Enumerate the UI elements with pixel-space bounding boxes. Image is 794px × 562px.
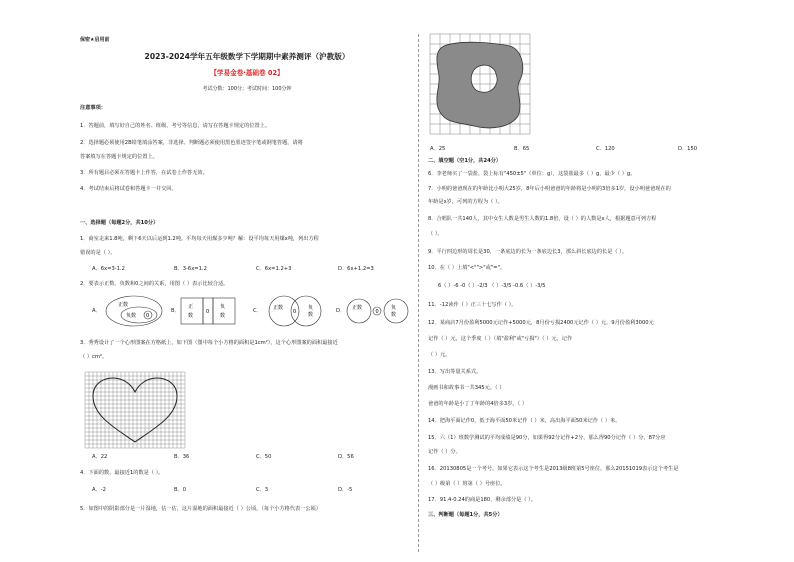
q13: 13．写出等量关系式。 [428,369,482,375]
note-2-cont: 答案填写在答题卡规定的位置上。 [80,154,158,160]
q2-label-b[interactable]: B． [171,308,180,314]
q4-option-d[interactable]: D．-5 [338,487,353,493]
q1-stem-cont: 错误的是（ ）。 [80,250,116,256]
q8: 8．合唱队一共140人，其中女生人数是男生人数的1.8倍，设（ ）的人数是x人，根据题意可列方程 [428,216,657,222]
note-4: 4．考试结束后将试卷和答题卡一并交回。 [80,186,177,192]
q1-option-d[interactable]: D．6x+1.2=3 [338,266,374,272]
venn-diagram-c [264,294,330,328]
q7-cont: 年龄是x岁，可列的方程为（ ）。 [428,199,503,205]
svg-text:负: 负 [308,305,314,311]
q12-cont: 记作（ ）元，这个季度（ ）（填"盈利"或"亏损"）（ ）元，记作 [428,336,573,342]
q3-stem: 3．秀秀设计了一个心形图案在方格纸上，如下图（图中每个小方格的面积是1cm²），这个心形图案的面积最接近 [80,340,338,346]
q5-option-b[interactable]: B．65 [514,146,530,152]
page-title: 2023-2024学年五年级数学下学期期中素养测评（沪教版） [144,52,350,61]
secret-label: 保密★启用前 [80,37,110,43]
q16: 16．20130805是一个考号，如果它表示这个考生是2013级8班第5号座位，那么20151019表示这个考生是 [428,466,679,472]
q17: 17．91.4-0.24的商是180，剩余部分是（ ）。 [428,497,536,503]
notes-heading: 注意事项： [80,105,106,111]
q1-option-c[interactable]: C．6x=1.2+3 [256,266,292,272]
q2-label-c[interactable]: C． [253,308,262,314]
svg-text:正数: 正数 [273,305,284,311]
svg-text:0: 0 [293,309,297,315]
box-diagram-b [180,297,246,325]
q1-option-b[interactable]: B．3-6x=1.2 [174,266,207,272]
q4-stem: 4．下面的数，最接近1的数是（ ）。 [80,470,164,476]
section2-heading: 二、填空题（空1分，共24分） [428,158,502,164]
diagram-a-negative-label: 负数 [126,313,137,319]
section1-heading: 一、选择题（每题2分，共10分） [80,220,159,226]
q2-stem: 2．要表示正数、负数和0之间的关系，用图（ ）表示比较合适。 [80,281,229,287]
note-3: 3．所有题目必须在答题卡上作答，在试卷上作答无效。 [80,170,208,176]
note-1: 1．答题前，填写好自己的姓名、班级、考号等信息，请写在答题卡规定的位置上。 [80,123,271,129]
section3-heading: 三、判断题（每题1分，共5分） [428,512,503,518]
svg-text:数: 数 [308,312,314,318]
q3-stem-cont: （ ）cm²。 [80,354,108,360]
heart-grid-figure [85,372,185,450]
diagram-a-zero-label: 0 [146,313,150,319]
q6: 6．李老师买了一袋盐，袋上标有"450±5"（单位：g），这袋盐最多（ ）g，最少（ ）g。 [428,171,636,177]
svg-text:0: 0 [375,309,379,315]
page-subtitle: 【学易金卷·基础卷 02】 [210,69,284,77]
diagram-a-positive-label: 正数 [118,302,129,308]
q12-cont-2: （ ）元。 [428,352,451,358]
q13-b: 爸爸的年龄是小丁丁年龄的4倍多3岁。（ ） [428,401,528,407]
svg-text:数: 数 [188,313,194,319]
q15-cont: 记作（ ）分。 [428,449,461,455]
q7: 7．小明的爸爸现在的年龄比小明大25岁，8年后小明爸爸的年龄将是小明的3倍多1岁，设小明爸爸现在的 [428,186,671,192]
column-divider [418,34,419,552]
q3-option-c[interactable]: C．50 [256,454,272,460]
svg-text:数: 数 [220,313,226,319]
q3-option-a[interactable]: A．22 [92,454,108,460]
svg-text:0: 0 [206,309,210,315]
svg-text:负: 负 [391,305,397,311]
q4-option-a[interactable]: A．-2 [92,487,106,493]
svg-text:正数: 正数 [352,305,363,311]
svg-text:正: 正 [188,304,194,310]
wetland-grid-figure [430,34,530,134]
q10-items: 6（ ）-6 -0（ ）-2/3 （ ）-3/5 -0.6（ ）-3/5 [438,283,546,289]
q2-label-a[interactable]: A． [92,308,101,314]
q16-cont: （ ）级第（ ）班第（ ）号座位。 [428,481,506,487]
heart-shape [93,378,177,442]
note-2: 2．选择题必须使用2B铅笔填涂答案，非选择、判断题必须使用黑色墨迹签字笔或钢笔答题，请将 [80,140,303,146]
q4-option-b[interactable]: B．0 [174,487,187,493]
q5-option-c[interactable]: C．120 [596,146,615,152]
svg-text:负: 负 [220,304,226,310]
q5-option-d[interactable]: D．150 [678,146,698,152]
q3-option-d[interactable]: D．56 [338,454,354,460]
q14: 14．把海平面记作0，低于海平面50米记作（ ）米，高出海平面50米记作（ ）米。 [428,418,621,424]
q12: 12．某商店7月份盈利5000元记作+5000元，8月份亏损2400元记作（ ）元，9月份盈利3000元 [428,320,654,326]
q8-cont: （ ）。 [428,231,443,237]
venn-diagram-a [104,294,164,328]
q10: 10．在（ ）上填"<"">"或"="。 [428,265,506,271]
q13-a: 漫画书和故事书一共345元。（ ） [428,385,505,391]
heart-grid [85,372,185,448]
q15: 15．六（1）班数学测试的平均成绩是90分，如果得92分记作+2分，那么得90分记作（ ）分，87分应 [428,435,666,441]
circle-diagram-d [346,294,412,328]
q1-option-a[interactable]: A．6x=3-1.2 [92,266,125,272]
q11: 11．-12读作（ ）正三十七写作（ ）。 [428,302,517,308]
q1-stem: 1．商室走来1.8吨，剩下6天以后运到1.2吨。平均每天用煤多少吨？解：设平均每天用煤x吨，列出方程 [80,236,319,242]
svg-text:数: 数 [391,312,397,318]
q5-stem: 5．如图中的阴影部分是一片湿地，估一估，这片湿地的面积最接近（ ）公顷。（每个小方格代表一公顷） [80,506,321,512]
q3-option-b[interactable]: B．36 [174,454,190,460]
q4-option-c[interactable]: C．3 [256,487,269,493]
exam-info: 考试分数：100分；考试时间：100分钟 [202,86,292,92]
q2-label-d[interactable]: D． [336,308,346,314]
q9: 9．平行四边形的周长是30，一条底边的长为一条底边长3，那么斜长底边的长是（ ）。 [428,249,628,255]
q5-option-a[interactable]: A．25 [430,146,446,152]
